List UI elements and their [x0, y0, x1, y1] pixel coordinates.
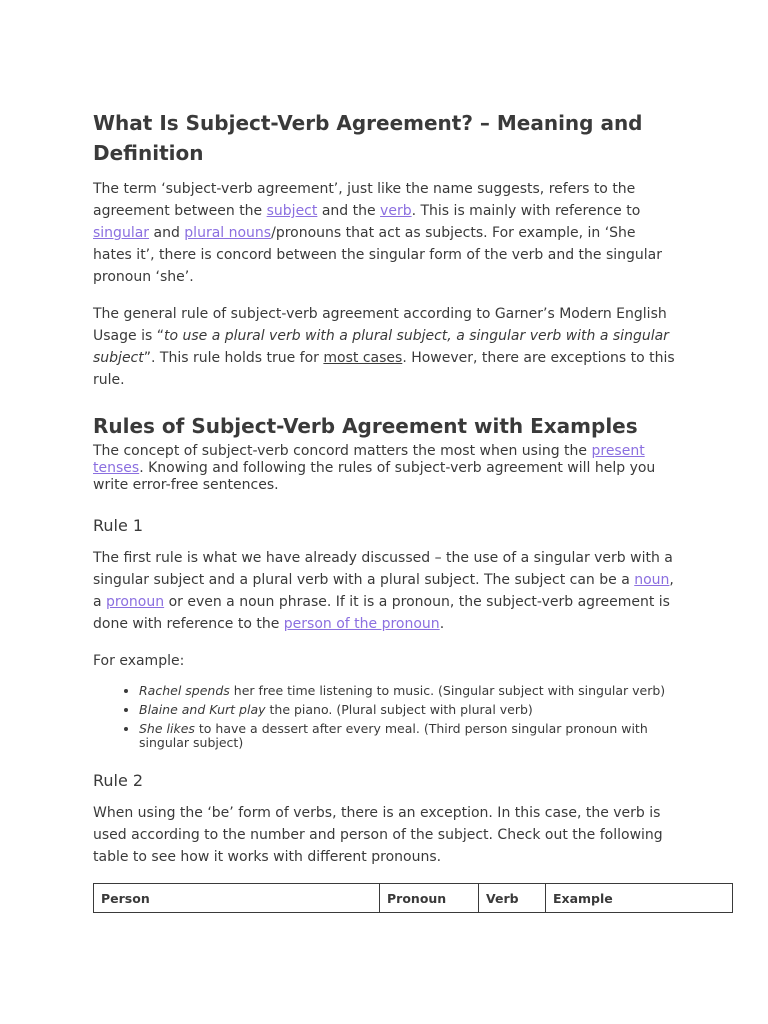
- rules-intro-paragraph: The concept of subject-verb concord matters the most when using the present tenses. Knowing and following the rules of subject-verb agreement will help you write error-free sentences.: [93, 443, 656, 493]
- col-header-example: Example: [546, 884, 733, 913]
- rule1-heading: Rule 1: [93, 516, 144, 535]
- link-plural-nouns[interactable]: plural nouns: [184, 225, 272, 241]
- list-item: • Blaine and Kurt play the piano. (Plural subject with plural verb): [139, 703, 678, 717]
- col-header-verb: Verb: [479, 884, 546, 913]
- col-header-person: Person: [94, 884, 380, 913]
- link-present-tenses[interactable]: present tenses: [93, 443, 645, 476]
- col-header-pronoun: Pronoun: [380, 884, 479, 913]
- list-item: • Rachel spends her free time listening to music. (Singular subject with singular verb): [139, 684, 678, 698]
- table-header-row: [94, 884, 733, 913]
- link-singular[interactable]: singular: [93, 225, 150, 241]
- link-verb[interactable]: verb: [380, 203, 412, 219]
- example-list: [93, 684, 678, 750]
- most-cases-text: most cases: [323, 350, 403, 366]
- page-title: What Is Subject-Verb Agreement? – Meaning and Definition: [93, 111, 643, 165]
- general-rule-paragraph: The general rule of subject-verb agreement according to Garner’s Modern English Usage is “to use a plural verb with a plural subject, a singular verb with a singular subject”. This rule holds true for most cases. However, there are exceptions to this rule.: [93, 306, 675, 388]
- general-rule-quote: to use a plural verb with a plural subject, a singular verb with a singular subject: [93, 328, 669, 366]
- rule1-paragraph: The first rule is what we have already discussed – the use of a singular verb with a singular subject and a plural verb with a plural subject. The subject can be a noun, a pronoun or even a noun phrase. If it is a pronoun, the subject-verb agreement is done with reference to the person of the pronoun.: [93, 550, 674, 632]
- for-example-label: For example:: [93, 653, 185, 669]
- article: [93, 108, 678, 913]
- list-item: • She likes to have a dessert after every meal. (Third person singular pronoun with singular subject): [139, 722, 678, 750]
- intro-paragraph: The term ‘subject-verb agreement’, just like the name suggests, refers to the agreement between the subject and the verb. This is mainly with reference to singular and plural nouns/pronouns that act as subjects. For example, in ‘She hates it’, there is concord between the singular form of the verb and the singular pronoun ‘she’.: [93, 181, 663, 285]
- link-person-of-pronoun[interactable]: person of the pronoun: [283, 616, 440, 632]
- rules-heading: Rules of Subject-Verb Agreement with Examples: [93, 414, 638, 438]
- link-noun[interactable]: noun: [634, 572, 670, 588]
- link-subject[interactable]: subject: [266, 203, 318, 219]
- rule2-paragraph: When using the ‘be’ form of verbs, there is an exception. In this case, the verb is used according to the number and person of the subject. Check out the following table to see how it works with different pronouns.: [93, 805, 663, 865]
- link-pronoun[interactable]: pronoun: [106, 594, 165, 610]
- rule2-heading: Rule 2: [93, 771, 144, 790]
- be-verb-table: [93, 883, 733, 913]
